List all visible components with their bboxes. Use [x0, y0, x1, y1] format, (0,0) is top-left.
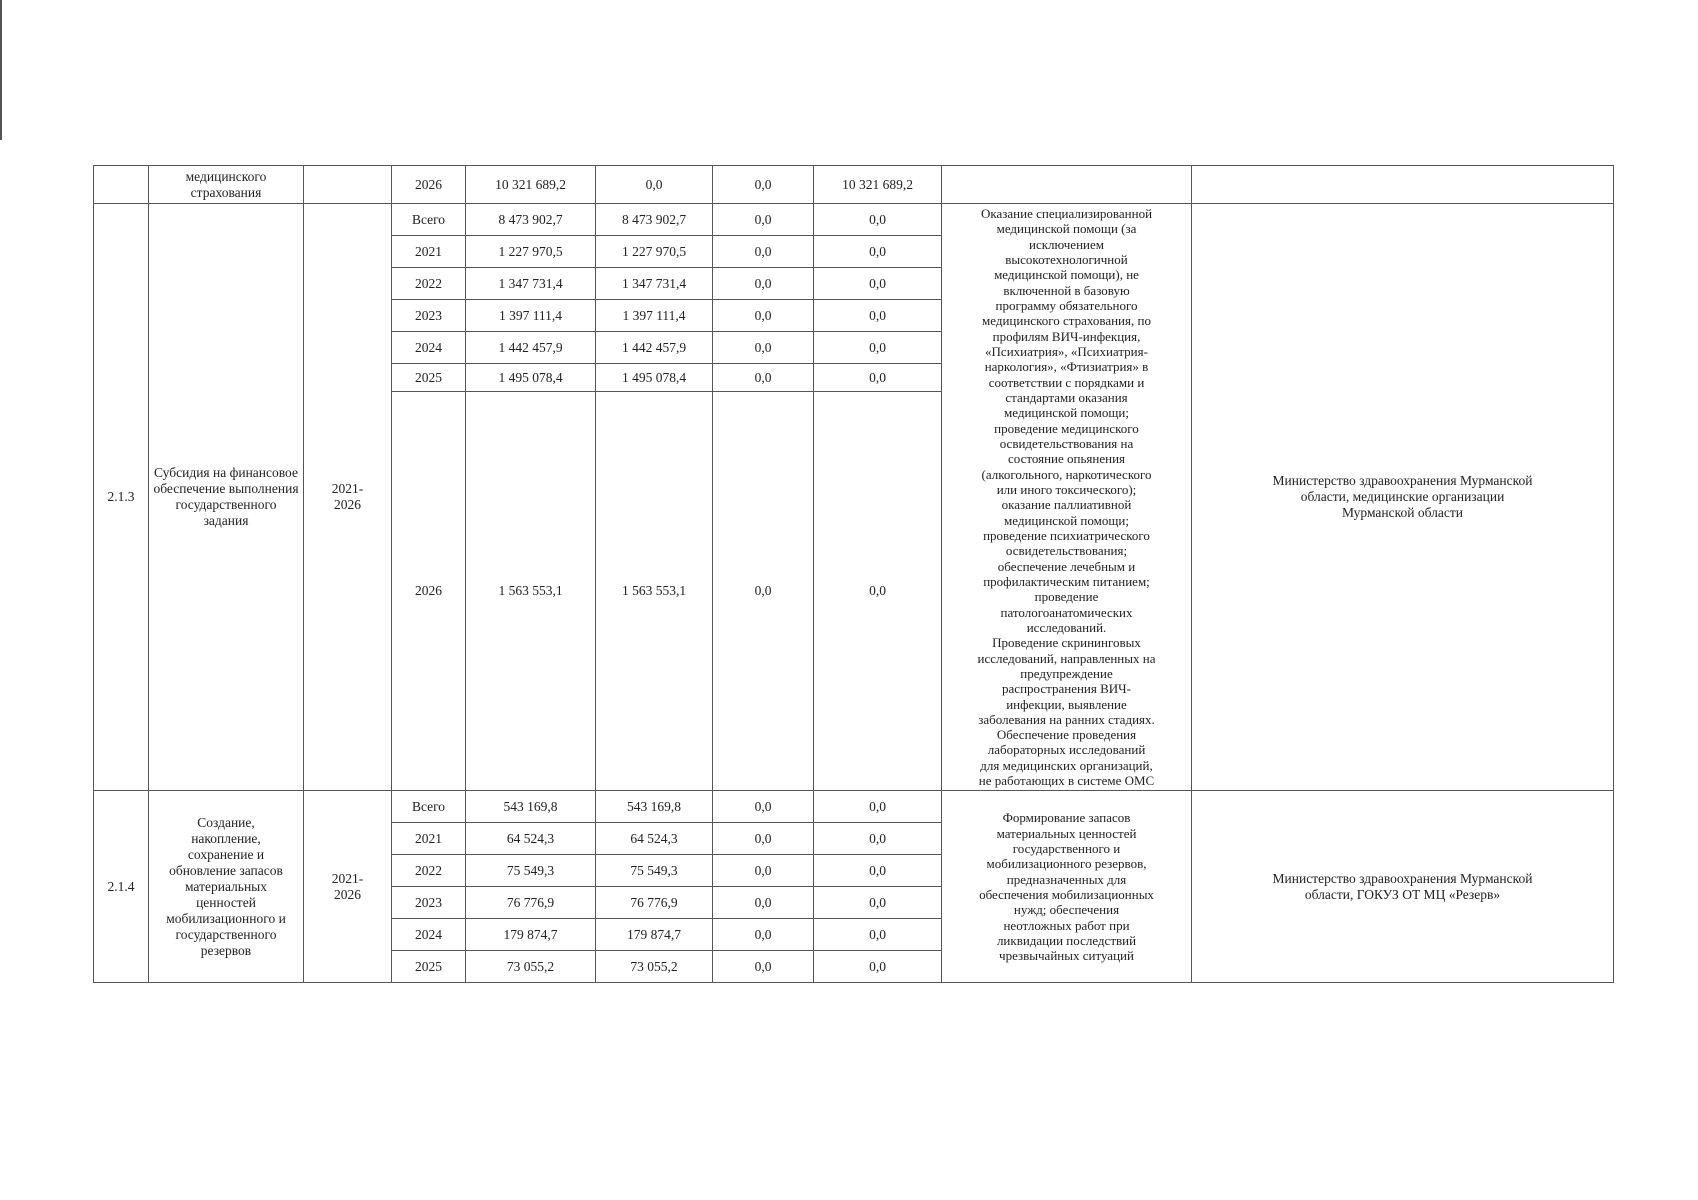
period-cell: 2021- 2026	[304, 204, 392, 791]
funding-cell: 0,0	[713, 919, 814, 951]
year-cell: 2024	[392, 919, 466, 951]
total-cell: 1 347 731,4	[466, 268, 596, 300]
total-cell: 1 495 078,4	[466, 364, 596, 392]
total-cell: 1 227 970,5	[466, 236, 596, 268]
section-name-cell: Субсидия на финансовое обеспечение выполнения государственного задания	[149, 204, 304, 791]
funding-cell: 0,0	[814, 300, 942, 332]
total-cell: 543 169,8	[466, 791, 596, 823]
period-cell	[304, 166, 392, 204]
total-cell: 8 473 902,7	[466, 204, 596, 236]
executor-cell	[1192, 166, 1614, 204]
funding-cell: 179 874,7	[596, 919, 713, 951]
section-number-cell: 2.1.4	[94, 791, 149, 983]
funding-cell: 0,0	[713, 332, 814, 364]
funding-cell: 0,0	[713, 268, 814, 300]
total-cell: 1 442 457,9	[466, 332, 596, 364]
funding-cell: 0,0	[713, 791, 814, 823]
funding-cell: 76 776,9	[596, 887, 713, 919]
year-cell: 2025	[392, 364, 466, 392]
measures-cell: Формирование запасов материальных ценностей государственного и мобилизационного резервов, предназначенных для обеспечения мобилизационных нужд; обеспечения неотложных работ при ликвидации последствий чрезвычайных ситуаций	[942, 791, 1192, 983]
year-cell: 2021	[392, 823, 466, 855]
section-number-cell	[94, 166, 149, 204]
total-cell: 75 549,3	[466, 855, 596, 887]
total-cell: 64 524,3	[466, 823, 596, 855]
funding-cell: 1 227 970,5	[596, 236, 713, 268]
funding-cell: 0,0	[814, 887, 942, 919]
program-table	[93, 165, 1614, 983]
scan-edge-mark	[0, 0, 2, 140]
funding-cell: 0,0	[814, 919, 942, 951]
funding-cell: 0,0	[814, 364, 942, 392]
funding-cell: 1 442 457,9	[596, 332, 713, 364]
funding-cell: 73 055,2	[596, 951, 713, 983]
year-cell: 2022	[392, 268, 466, 300]
funding-cell: 10 321 689,2	[814, 166, 942, 204]
table-row	[94, 791, 1614, 823]
year-cell: Всего	[392, 204, 466, 236]
year-cell: 2026	[392, 166, 466, 204]
funding-cell: 0,0	[814, 332, 942, 364]
funding-cell: 0,0	[713, 204, 814, 236]
section-number-cell: 2.1.3	[94, 204, 149, 791]
year-cell: 2024	[392, 332, 466, 364]
year-cell: Всего	[392, 791, 466, 823]
funding-cell: 0,0	[596, 166, 713, 204]
year-cell: 2022	[392, 855, 466, 887]
funding-cell: 0,0	[814, 823, 942, 855]
funding-cell: 0,0	[713, 364, 814, 392]
funding-cell: 1 397 111,4	[596, 300, 713, 332]
funding-cell: 0,0	[814, 791, 942, 823]
table-row	[94, 166, 1614, 204]
total-cell: 76 776,9	[466, 887, 596, 919]
funding-cell: 64 524,3	[596, 823, 713, 855]
section-name-cell: Создание, накопление, сохранение и обновление запасов материальных ценностей мобилизационного и государственного резервов	[149, 791, 304, 983]
funding-cell: 0,0	[814, 855, 942, 887]
funding-cell: 0,0	[713, 236, 814, 268]
funding-cell: 0,0	[713, 823, 814, 855]
table-row	[94, 204, 1614, 236]
measures-cell: Оказание специализированной медицинской помощи (за исключением высокотехнологичной медицинской помощи), не включенной в базовую программу обязательного медицинского страхования, по профилям ВИЧ-инфекция, «Психиатрия», «Психиатрия- наркология», «Фтизиатрия» в соответствии с порядками и стандартами оказания медицинской помощи; проведение медицинского освидетельствования на состояние опьянения (алкогольного, наркотического или иного токсического); оказание паллиативной медицинской помощи; проведение психиатрического освидетельствования; обеспечение лечебным и профилактическим питанием; проведение патологоанатомических исследований. Проведение скрининговых исследований, направленных на предупреждение распространения ВИЧ- инфекции, выявление заболевания на ранних стадиях. Обеспечение проведения лабораторных исследований для медицинских организаций, не работающих в системе ОМС	[942, 204, 1192, 791]
funding-cell: 543 169,8	[596, 791, 713, 823]
funding-cell: 1 563 553,1	[596, 392, 713, 791]
funding-cell: 0,0	[814, 204, 942, 236]
funding-cell: 1 347 731,4	[596, 268, 713, 300]
funding-cell: 0,0	[713, 392, 814, 791]
funding-cell: 75 549,3	[596, 855, 713, 887]
funding-cell: 0,0	[713, 951, 814, 983]
funding-cell: 0,0	[814, 392, 942, 791]
measures-cell	[942, 166, 1192, 204]
funding-cell: 8 473 902,7	[596, 204, 713, 236]
total-cell: 179 874,7	[466, 919, 596, 951]
year-cell: 2023	[392, 300, 466, 332]
funding-cell: 0,0	[814, 236, 942, 268]
year-cell: 2021	[392, 236, 466, 268]
funding-cell: 0,0	[814, 268, 942, 300]
funding-cell: 0,0	[713, 855, 814, 887]
funding-cell: 1 495 078,4	[596, 364, 713, 392]
total-cell: 1 397 111,4	[466, 300, 596, 332]
executor-cell: Министерство здравоохранения Мурманской области, ГОКУЗ ОТ МЦ «Резерв»	[1192, 791, 1614, 983]
total-cell: 1 563 553,1	[466, 392, 596, 791]
year-cell: 2026	[392, 392, 466, 791]
section-name-cell: медицинского страхования	[149, 166, 304, 204]
funding-cell: 0,0	[814, 951, 942, 983]
funding-cell: 0,0	[713, 166, 814, 204]
total-cell: 73 055,2	[466, 951, 596, 983]
executor-cell: Министерство здравоохранения Мурманской области, медицинские организации Мурманской области	[1192, 204, 1614, 791]
funding-cell: 0,0	[713, 300, 814, 332]
period-cell: 2021- 2026	[304, 791, 392, 983]
total-cell: 10 321 689,2	[466, 166, 596, 204]
funding-cell: 0,0	[713, 887, 814, 919]
year-cell: 2025	[392, 951, 466, 983]
year-cell: 2023	[392, 887, 466, 919]
